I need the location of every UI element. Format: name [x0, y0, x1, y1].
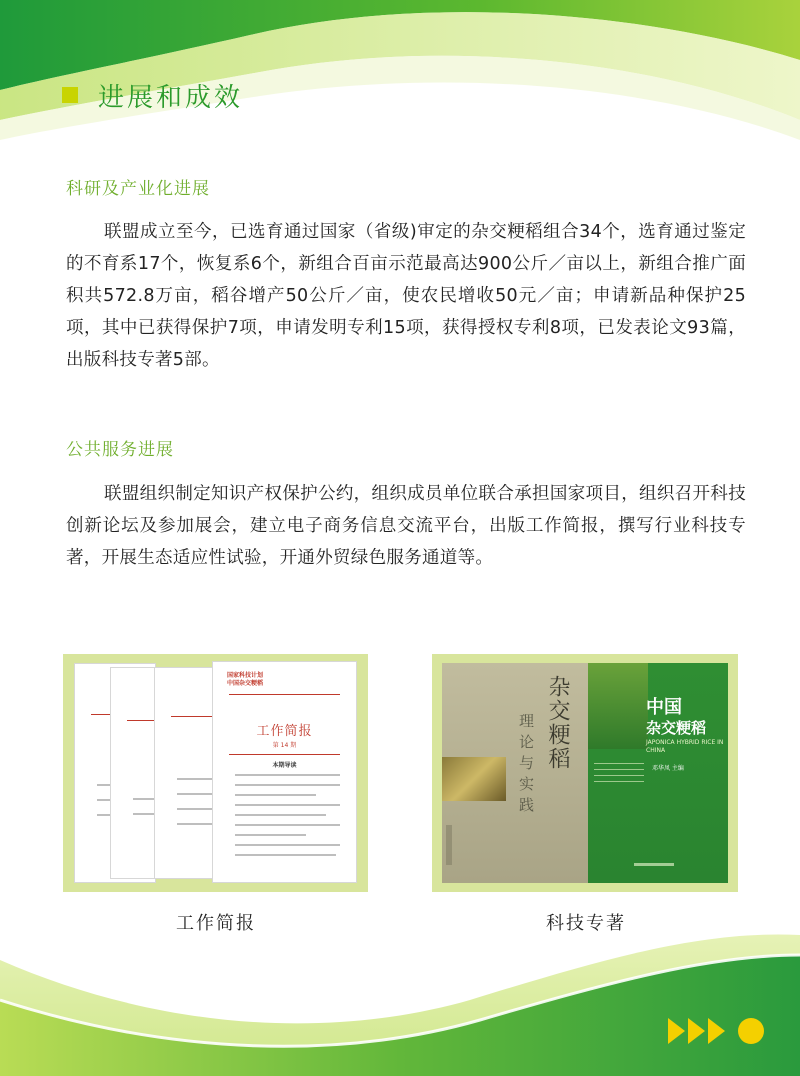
- book-title-line1: 中国: [646, 697, 682, 718]
- bulletin-issue: 第 14 期: [272, 742, 297, 749]
- bulletin-header: 国家科技计划 中国杂交粳稻: [227, 672, 264, 687]
- circle-dot-icon: [738, 1018, 764, 1044]
- page-title: 进展和成效: [98, 82, 244, 113]
- arrow-right-icon: [688, 1018, 705, 1044]
- book-title-english: JAPONICA HYBRID RICE IN CHINA: [646, 739, 724, 754]
- bulletin-section: 本期导读: [272, 762, 297, 769]
- book-title-line2: 杂交粳稻: [646, 719, 707, 737]
- rice-plant-image: [588, 663, 648, 749]
- caption-work-bulletin: 工作简报: [176, 913, 256, 934]
- figure-monographs: [432, 654, 738, 892]
- arrow-right-icon: [668, 1018, 685, 1044]
- book-subtitle-vertical: 理论与实践: [517, 713, 535, 818]
- bulletin-title: 工作简报: [256, 724, 313, 739]
- book-cover-japonica: [588, 663, 728, 883]
- page-header: [62, 78, 243, 112]
- arrow-right-icon: [708, 1018, 725, 1044]
- book-editor: 邓华凤 主编: [652, 765, 684, 772]
- figure-work-bulletin: [63, 654, 368, 892]
- bulletin-front-page: [213, 662, 356, 882]
- section-body-research: 联盟成立至今，已选育通过国家（省级)审定的杂交粳稻组合34个，选育通过鉴定的不育系17个，恢复系6个，新组合百亩示范最高达900公斤／亩以上，新组合推广面积共572.8万亩，稻谷增产50公斤／亩，使农民增收50元／亩；申请新品种保护25项，其中已获得保护7项，申请发明专利15项，获得授权专利8项，已发表论文93篇，出版科技专著5部。: [66, 222, 746, 370]
- caption-monographs: 科技专著: [546, 913, 626, 934]
- book-title-vertical: 杂交粳稻: [545, 675, 570, 771]
- book-cover-theory-practice: [442, 663, 588, 883]
- rice-photo-image: [442, 757, 506, 801]
- section-body-public-service: 联盟组织制定知识产权保护公约，组织成员单位联合承担国家项目，组织召开科技创新论坛及参加展会，建立电子商务信息交流平台，出版工作简报，撰写行业科技专著，开展生态适应性试验，开通外贸绿色服务通道等。: [66, 484, 746, 568]
- section-heading-public-service: 公共服务进展: [66, 440, 174, 460]
- title-marker-icon: [62, 87, 78, 103]
- section-heading-research: 科研及产业化进展: [66, 179, 210, 199]
